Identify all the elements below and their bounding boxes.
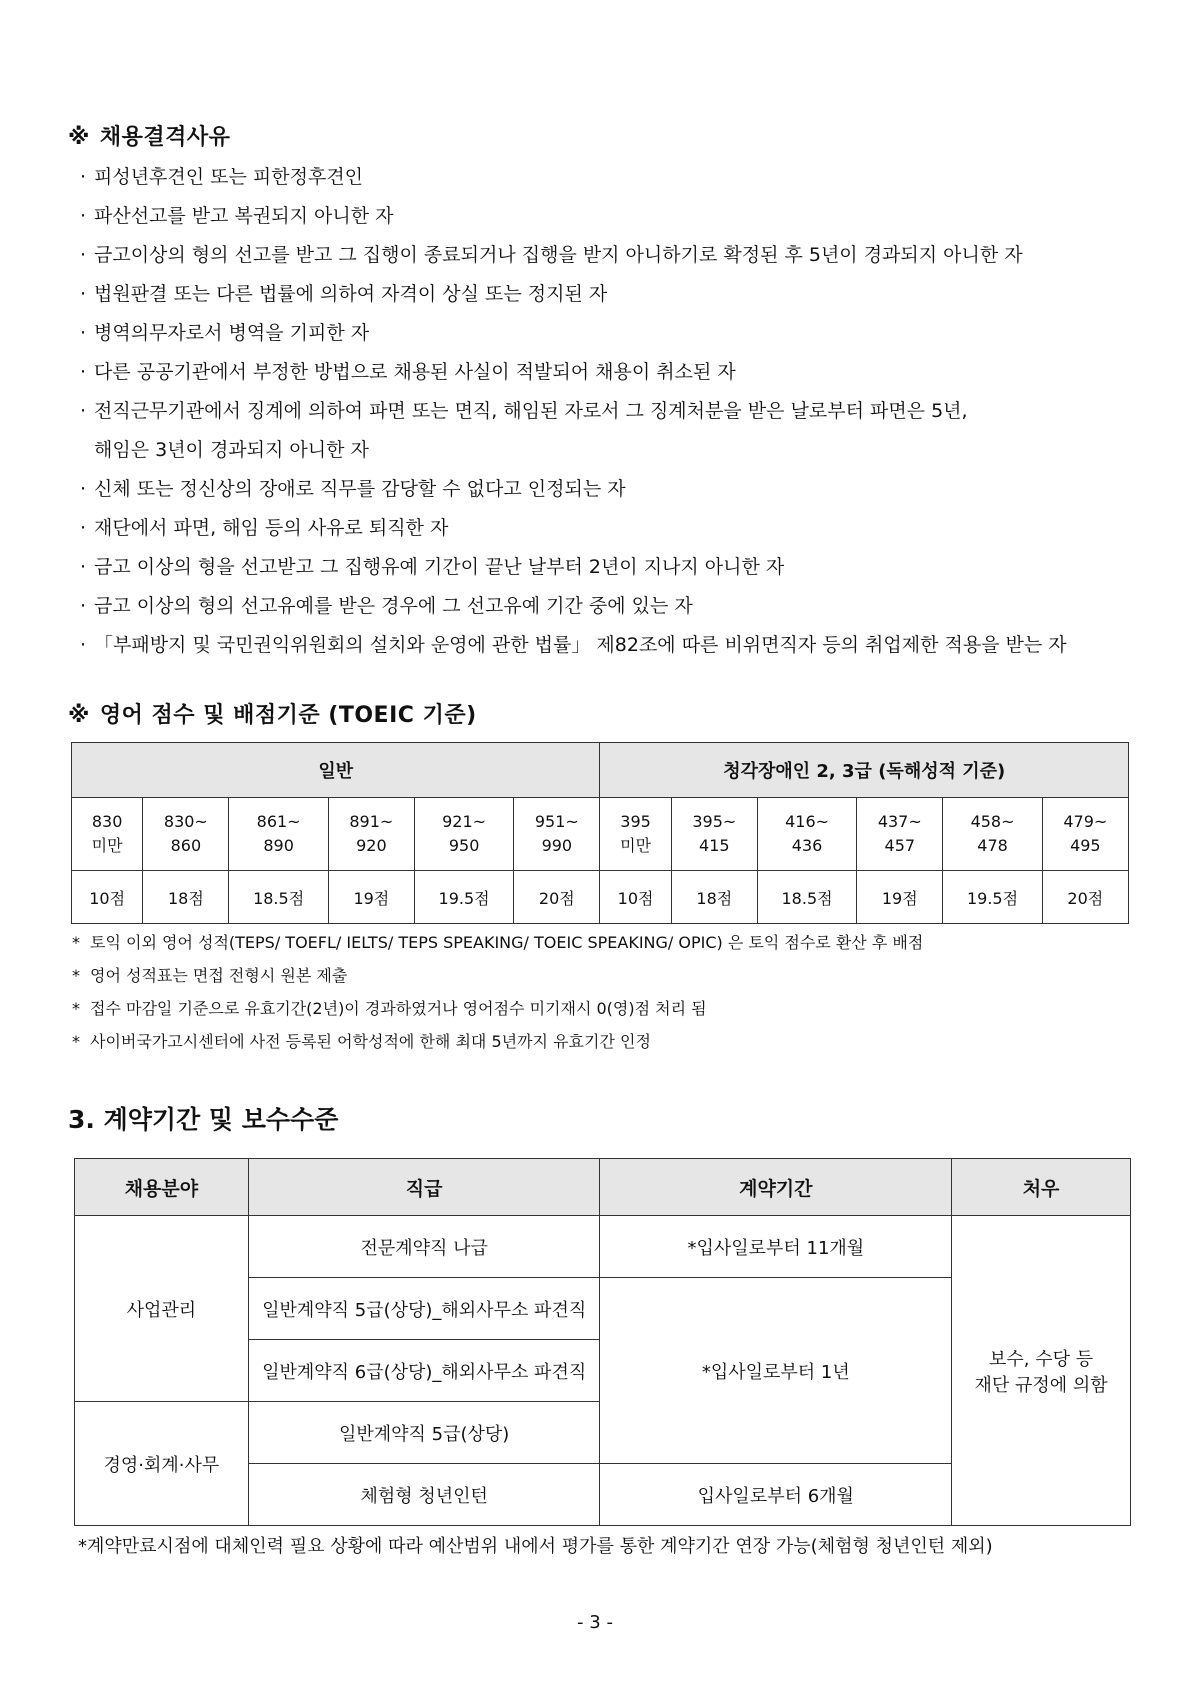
header-rank: 직급 [248, 1159, 600, 1216]
list-item: · 파산선고를 받고 복권되지 아니한 자 [80, 205, 394, 227]
score-cell: 19점 [857, 871, 943, 924]
english-notes [72, 926, 923, 1058]
note-item: * 사이버국가고시센터에 사전 등록된 어학성적에 한해 최대 5년까지 유효기간 인정 [72, 1032, 651, 1051]
range-cell: 479~ 495 [1042, 798, 1128, 871]
treatment-cell: 보수, 수당 등 재단 규정에 의함 [952, 1216, 1131, 1526]
rank-cell: 일반계약직 5급(상당) [248, 1402, 600, 1464]
disqualification-title: 채용결격사유 [99, 125, 231, 150]
period-cell: *입사일로부터 11개월 [600, 1216, 952, 1278]
score-cell: 18점 [143, 871, 229, 924]
range-cell: 395~ 415 [671, 798, 757, 871]
range-cell: 830~ 860 [143, 798, 229, 871]
range-cell: 861~ 890 [229, 798, 328, 871]
score-cell: 18점 [671, 871, 757, 924]
score-cell: 19점 [328, 871, 414, 924]
reference-mark: ※ [68, 125, 90, 150]
list-item: · 재단에서 파면, 해임 등의 사유로 퇴직한 자 [80, 517, 449, 539]
contract-table [74, 1158, 1131, 1526]
list-item: · 「부패방지 및 국민권익위원회의 설치와 운영에 관한 법률」 제82조에 따른 비위면직자 등의 취업제한 적용을 받는 자 [80, 634, 1067, 656]
score-cell: 10점 [72, 871, 143, 924]
table-row-ranges [72, 798, 1129, 871]
reference-mark: ※ [68, 703, 90, 728]
field-admin: 경영·회계·사무 [75, 1402, 249, 1526]
header-period: 계약기간 [600, 1159, 952, 1216]
list-item: · 전직근무기관에서 징계에 의하여 파면 또는 면직, 해임된 자로서 그 징계처분을 받은 날로부터 파면은 5년, [80, 400, 968, 422]
contract-heading: 3. 계약기간 및 보수수준 [68, 1105, 339, 1134]
table-row [75, 1216, 1131, 1278]
score-cell: 18.5점 [229, 871, 328, 924]
note-item: * 토익 이외 영어 성적(TEPS/ TOEFL/ IELTS/ TEPS SPEAKING/ TOEIC SPEAKING/ OPIC) 은 토익 점수로 환산 후 배점 [72, 933, 924, 952]
score-cell: 19.5점 [943, 871, 1042, 924]
score-cell: 18.5점 [757, 871, 856, 924]
disqualification-heading [68, 120, 230, 151]
table-header-row [72, 743, 1129, 798]
range-cell: 395 미만 [600, 798, 671, 871]
field-business: 사업관리 [75, 1216, 249, 1402]
table-header-row [75, 1159, 1131, 1216]
period-cell: 입사일로부터 6개월 [600, 1464, 952, 1526]
toeic-score-table [71, 742, 1129, 924]
list-item: · 병역의무자로서 병역을 기피한 자 [80, 322, 370, 344]
disqualification-list [80, 158, 1067, 665]
contract-footnote: *계약만료시점에 대체인력 필요 상황에 따라 예산범위 내에서 평가를 통한 계약기간 연장 가능(체험형 청년인턴 제외) [78, 1536, 993, 1557]
header-field: 채용분야 [75, 1159, 249, 1216]
list-item: · 다른 공공기관에서 부정한 방법으로 채용된 사실이 적발되어 채용이 취소된 자 [80, 361, 736, 383]
range-cell: 437~ 457 [857, 798, 943, 871]
list-item: · 금고 이상의 형을 선고받고 그 집행유예 기간이 끝난 날부터 2년이 지나지 아니한 자 [80, 556, 785, 578]
list-item: · 신체 또는 정신상의 장애로 직무를 감당할 수 없다고 인정되는 자 [80, 478, 626, 500]
rank-cell: 전문계약직 나급 [248, 1216, 600, 1278]
note-item: * 접수 마감일 기준으로 유효기간(2년)이 경과하였거나 영어점수 미기재시 0(영)점 처리 됨 [72, 999, 707, 1018]
score-cell: 20점 [1042, 871, 1128, 924]
list-item: · 피성년후견인 또는 피한정후견인 [80, 166, 364, 188]
score-cell: 10점 [600, 871, 671, 924]
list-item: · 금고 이상의 형의 선고유예를 받은 경우에 그 선고유예 기간 중에 있는 자 [80, 595, 693, 617]
rank-cell: 체험형 청년인턴 [248, 1464, 600, 1526]
score-cell: 20점 [514, 871, 600, 924]
page-number: - 3 - [577, 1612, 613, 1633]
period-cell: *입사일로부터 1년 [600, 1278, 952, 1464]
range-cell: 951~ 990 [514, 798, 600, 871]
range-cell: 921~ 950 [414, 798, 513, 871]
list-item-continuation: 해임은 3년이 경과되지 아니한 자 [94, 439, 369, 461]
rank-cell: 일반계약직 6급(상당)_해외사무소 파견직 [248, 1340, 600, 1402]
range-cell: 458~ 478 [943, 798, 1042, 871]
english-heading [68, 698, 477, 729]
header-treatment: 처우 [952, 1159, 1131, 1216]
note-item: * 영어 성적표는 면접 전형시 원본 제출 [72, 966, 348, 985]
range-cell: 830 미만 [72, 798, 143, 871]
english-title: 영어 점수 및 배점기준 (TOEIC 기준) [99, 703, 477, 728]
range-cell: 416~ 436 [757, 798, 856, 871]
table-row-scores [72, 871, 1129, 924]
group-header-hearing: 청각장애인 2, 3급 (독해성적 기준) [600, 743, 1129, 798]
score-cell: 19.5점 [414, 871, 513, 924]
group-header-general: 일반 [72, 743, 600, 798]
list-item: · 금고이상의 형의 선고를 받고 그 집행이 종료되거나 집행을 받지 아니하기로 확정된 후 5년이 경과되지 아니한 자 [80, 244, 1023, 266]
list-item: · 법원판결 또는 다른 법률에 의하여 자격이 상실 또는 정지된 자 [80, 283, 608, 305]
rank-cell: 일반계약직 5급(상당)_해외사무소 파견직 [248, 1278, 600, 1340]
range-cell: 891~ 920 [328, 798, 414, 871]
